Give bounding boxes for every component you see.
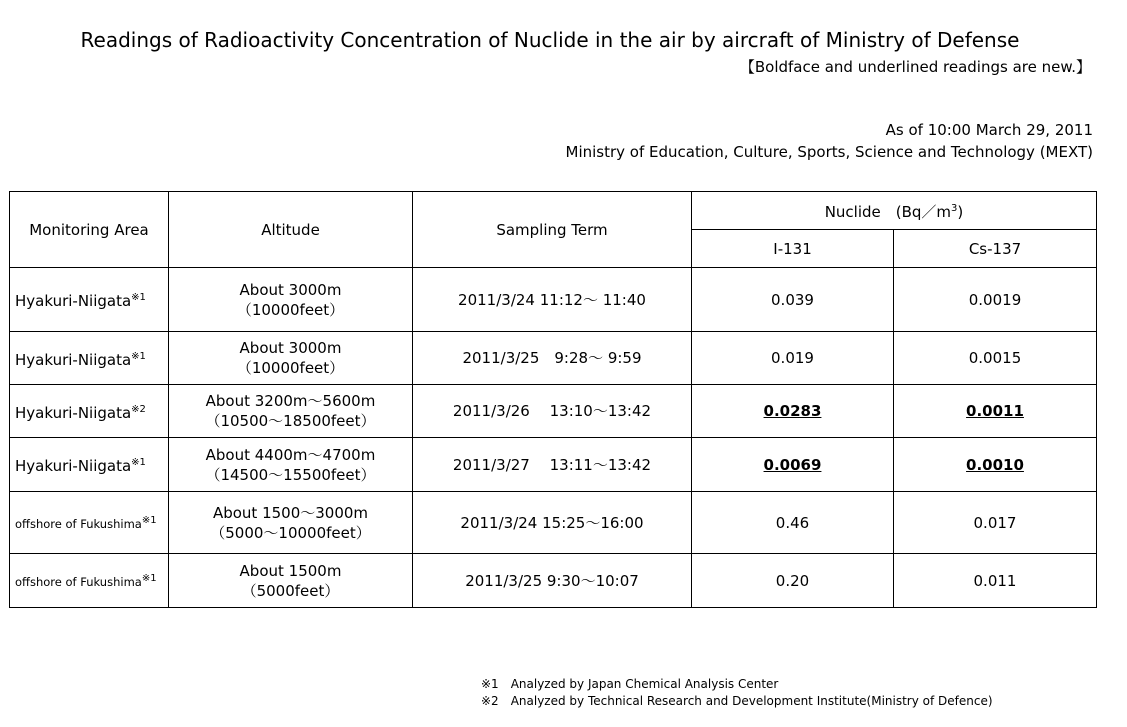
table-row <box>10 492 1097 554</box>
monitoring-area: offshore of Fukushima$^{※1}$ <box>10 554 169 608</box>
page-title: Readings of Radioactivity Concentration of Nuclide in the air by aircraft of Ministry of Defense <box>80 28 1020 52</box>
cs137-value: 0.017 <box>894 492 1097 554</box>
i131-value: 0.039 <box>692 268 894 332</box>
sampling-term: 2011/3/25 9:30～10:07 <box>413 554 692 608</box>
i131-value: 0.20 <box>692 554 894 608</box>
cs137-value: 0.0019 <box>894 268 1097 332</box>
cs137-value: 0.0015 <box>894 332 1097 385</box>
table-row <box>10 332 1097 385</box>
table-row <box>10 554 1097 608</box>
new-readings-note: 【Boldface and underlined readings are new.】 <box>739 58 1091 76</box>
header-altitude: Altitude <box>169 192 413 268</box>
altitude: About 1500m （5000feet） <box>169 554 413 608</box>
monitoring-area: Hyakuri-Niigata$^{※1}$ <box>10 332 169 385</box>
footnote-1: ※1 Analyzed by Japan Chemical Analysis Center <box>481 677 779 691</box>
sampling-term: 2011/3/26 13:10～13:42 <box>413 385 692 438</box>
header-term: Sampling Term <box>413 192 692 268</box>
table-row <box>10 438 1097 492</box>
table-row <box>10 268 1097 332</box>
readings-table <box>9 191 1097 608</box>
cs137-value: 0.0011 <box>894 385 1097 438</box>
header-area: Monitoring Area <box>10 192 169 268</box>
i131-value: 0.0283 <box>692 385 894 438</box>
i131-value: 0.019 <box>692 332 894 385</box>
monitoring-area: Hyakuri-Niigata$^{※2}$ <box>10 385 169 438</box>
sampling-term: 2011/3/27 13:11～13:42 <box>413 438 692 492</box>
sampling-term: 2011/3/24 15:25～16:00 <box>413 492 692 554</box>
altitude: About 3000m （10000feet） <box>169 332 413 385</box>
footnotes <box>481 676 993 710</box>
monitoring-area: Hyakuri-Niigata$^{※1}$ <box>10 268 169 332</box>
monitoring-area: offshore of Fukushima$^{※1}$ <box>10 492 169 554</box>
header-nuclide: Nuclide $(Bq/m^3)$ <box>692 192 1097 230</box>
monitoring-area: Hyakuri-Niigata$^{※1}$ <box>10 438 169 492</box>
as-of-date: As of 10:00 March 29, 2011 <box>885 121 1093 139</box>
header-cs137: Cs-137 <box>894 230 1097 268</box>
altitude: About 4400m～4700m （14500～15500feet） <box>169 438 413 492</box>
header-i131: I-131 <box>692 230 894 268</box>
i131-value: 0.0069 <box>692 438 894 492</box>
table-row <box>10 385 1097 438</box>
footnote-2: ※2 Analyzed by Technical Research and Development Institute(Ministry of Defence) <box>481 694 993 708</box>
sampling-term: 2011/3/24 11:12～ 11:40 <box>413 268 692 332</box>
organization: Ministry of Education, Culture, Sports, Science and Technology (MEXT) <box>565 143 1093 161</box>
cs137-value: 0.011 <box>894 554 1097 608</box>
altitude: About 1500～3000m （5000～10000feet） <box>169 492 413 554</box>
sampling-term: 2011/3/25 9:28～ 9:59 <box>413 332 692 385</box>
i131-value: 0.46 <box>692 492 894 554</box>
altitude: About 3000m （10000feet） <box>169 268 413 332</box>
cs137-value: 0.0010 <box>894 438 1097 492</box>
altitude: About 3200m～5600m （10500～18500feet） <box>169 385 413 438</box>
